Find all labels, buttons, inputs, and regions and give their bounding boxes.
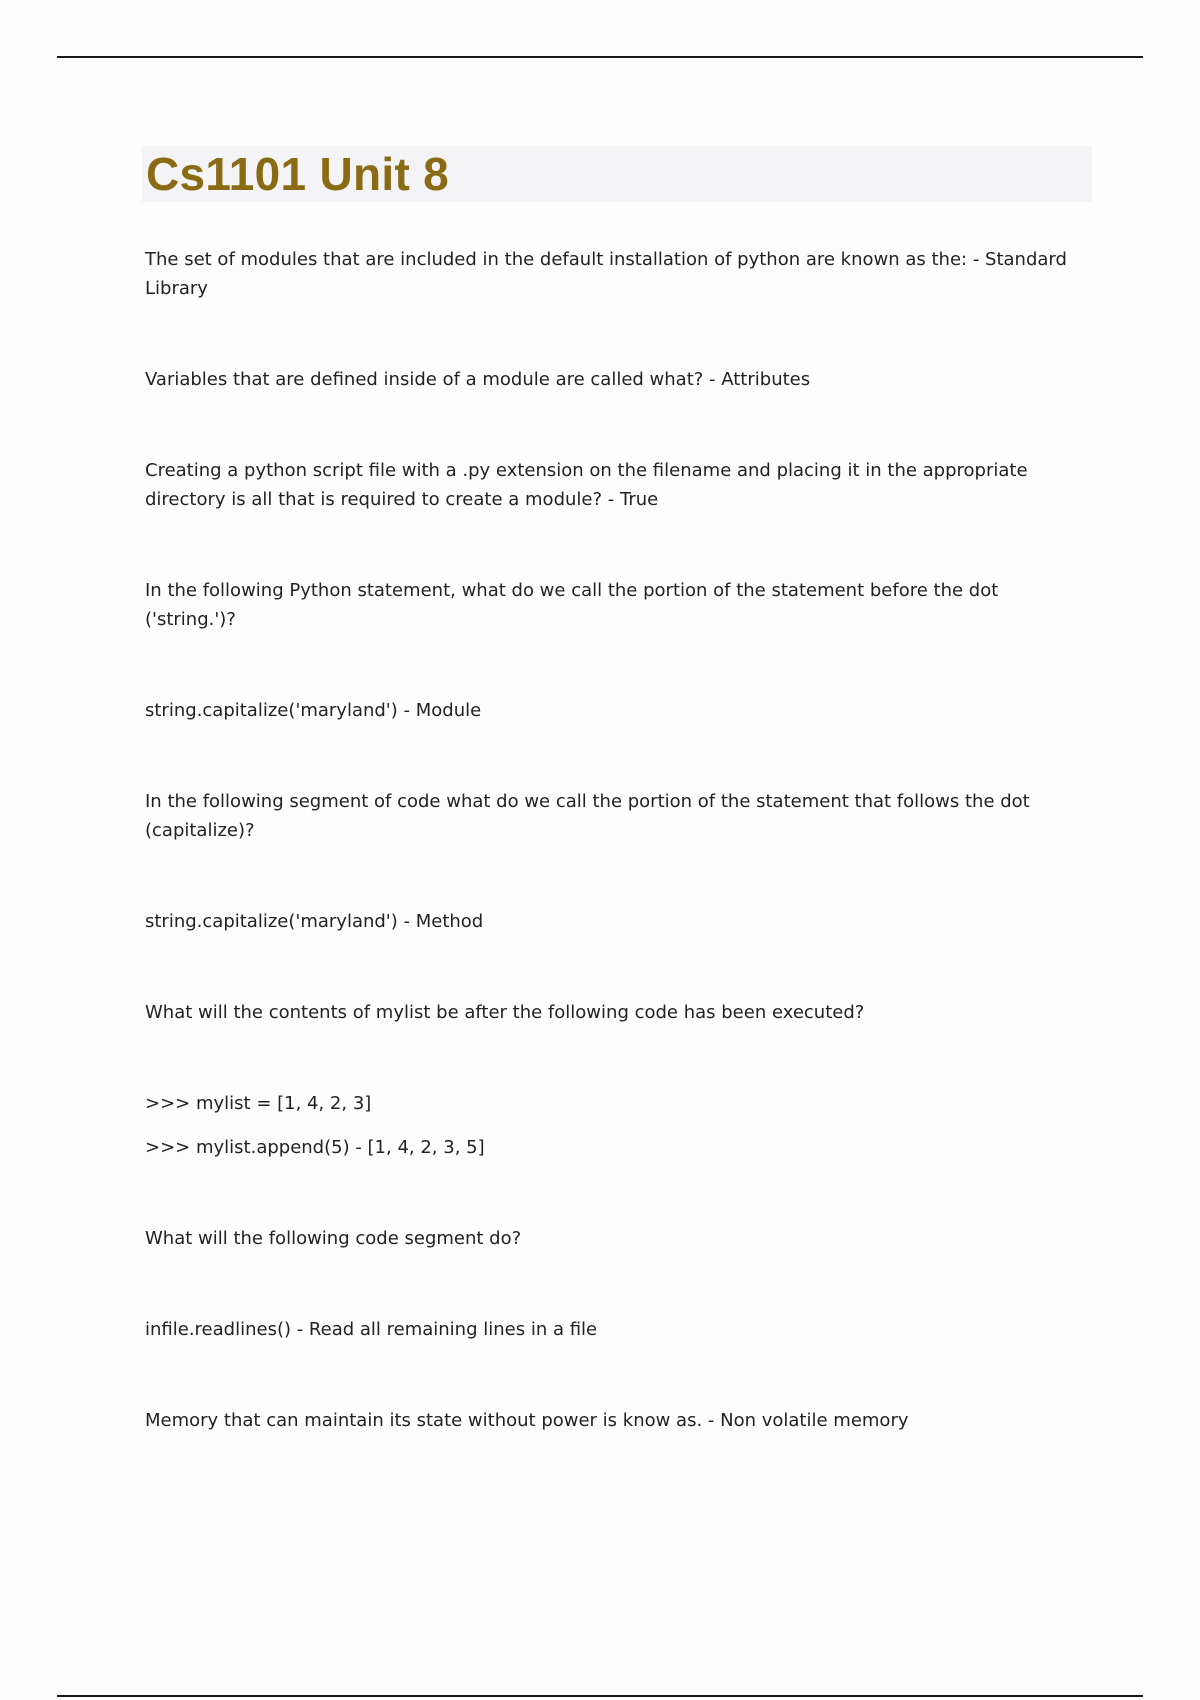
paragraph-code-segment-question: What will the following code segment do? (145, 1228, 522, 1249)
paragraph-before-dot-question: In the following Python statement, what do we call the portion of the statement before the dot ('string.')? (145, 580, 999, 630)
code-line-mylist-assign: >>> mylist = [1, 4, 2, 3] (145, 1093, 372, 1114)
bottom-rule (57, 1695, 1143, 1697)
paragraph-after-dot-answer: string.capitalize('maryland') - Method (145, 911, 484, 932)
paragraph-mylist-question: What will the contents of mylist be after the following code has been executed? (145, 1002, 865, 1023)
paragraph-create-module: Creating a python script file with a .py extension on the filename and placing it in the appropriate directory is all that is required to create a module? - True (145, 460, 1028, 510)
paragraph-standard-library: The set of modules that are included in the default installation of python are known as the: - Standard Library (145, 249, 1067, 299)
paragraph-after-dot-question: In the following segment of code what do we call the portion of the statement that follows the dot (capitalize)? (145, 791, 1030, 841)
paragraph-attributes: Variables that are defined inside of a module are called what? - Attributes (145, 369, 811, 390)
paragraph-nonvolatile-memory: Memory that can maintain its state without power is know as. - Non volatile memory (145, 1410, 909, 1431)
top-rule (57, 56, 1143, 58)
document-body (145, 245, 1085, 1435)
paragraph-before-dot-answer: string.capitalize('maryland') - Module (145, 700, 482, 721)
paragraph-readlines-answer: infile.readlines() - Read all remaining lines in a file (145, 1319, 598, 1340)
document-title: Cs1101 Unit 8 (146, 148, 450, 200)
code-line-mylist-append: >>> mylist.append(5) - [1, 4, 2, 3, 5] (145, 1137, 485, 1158)
